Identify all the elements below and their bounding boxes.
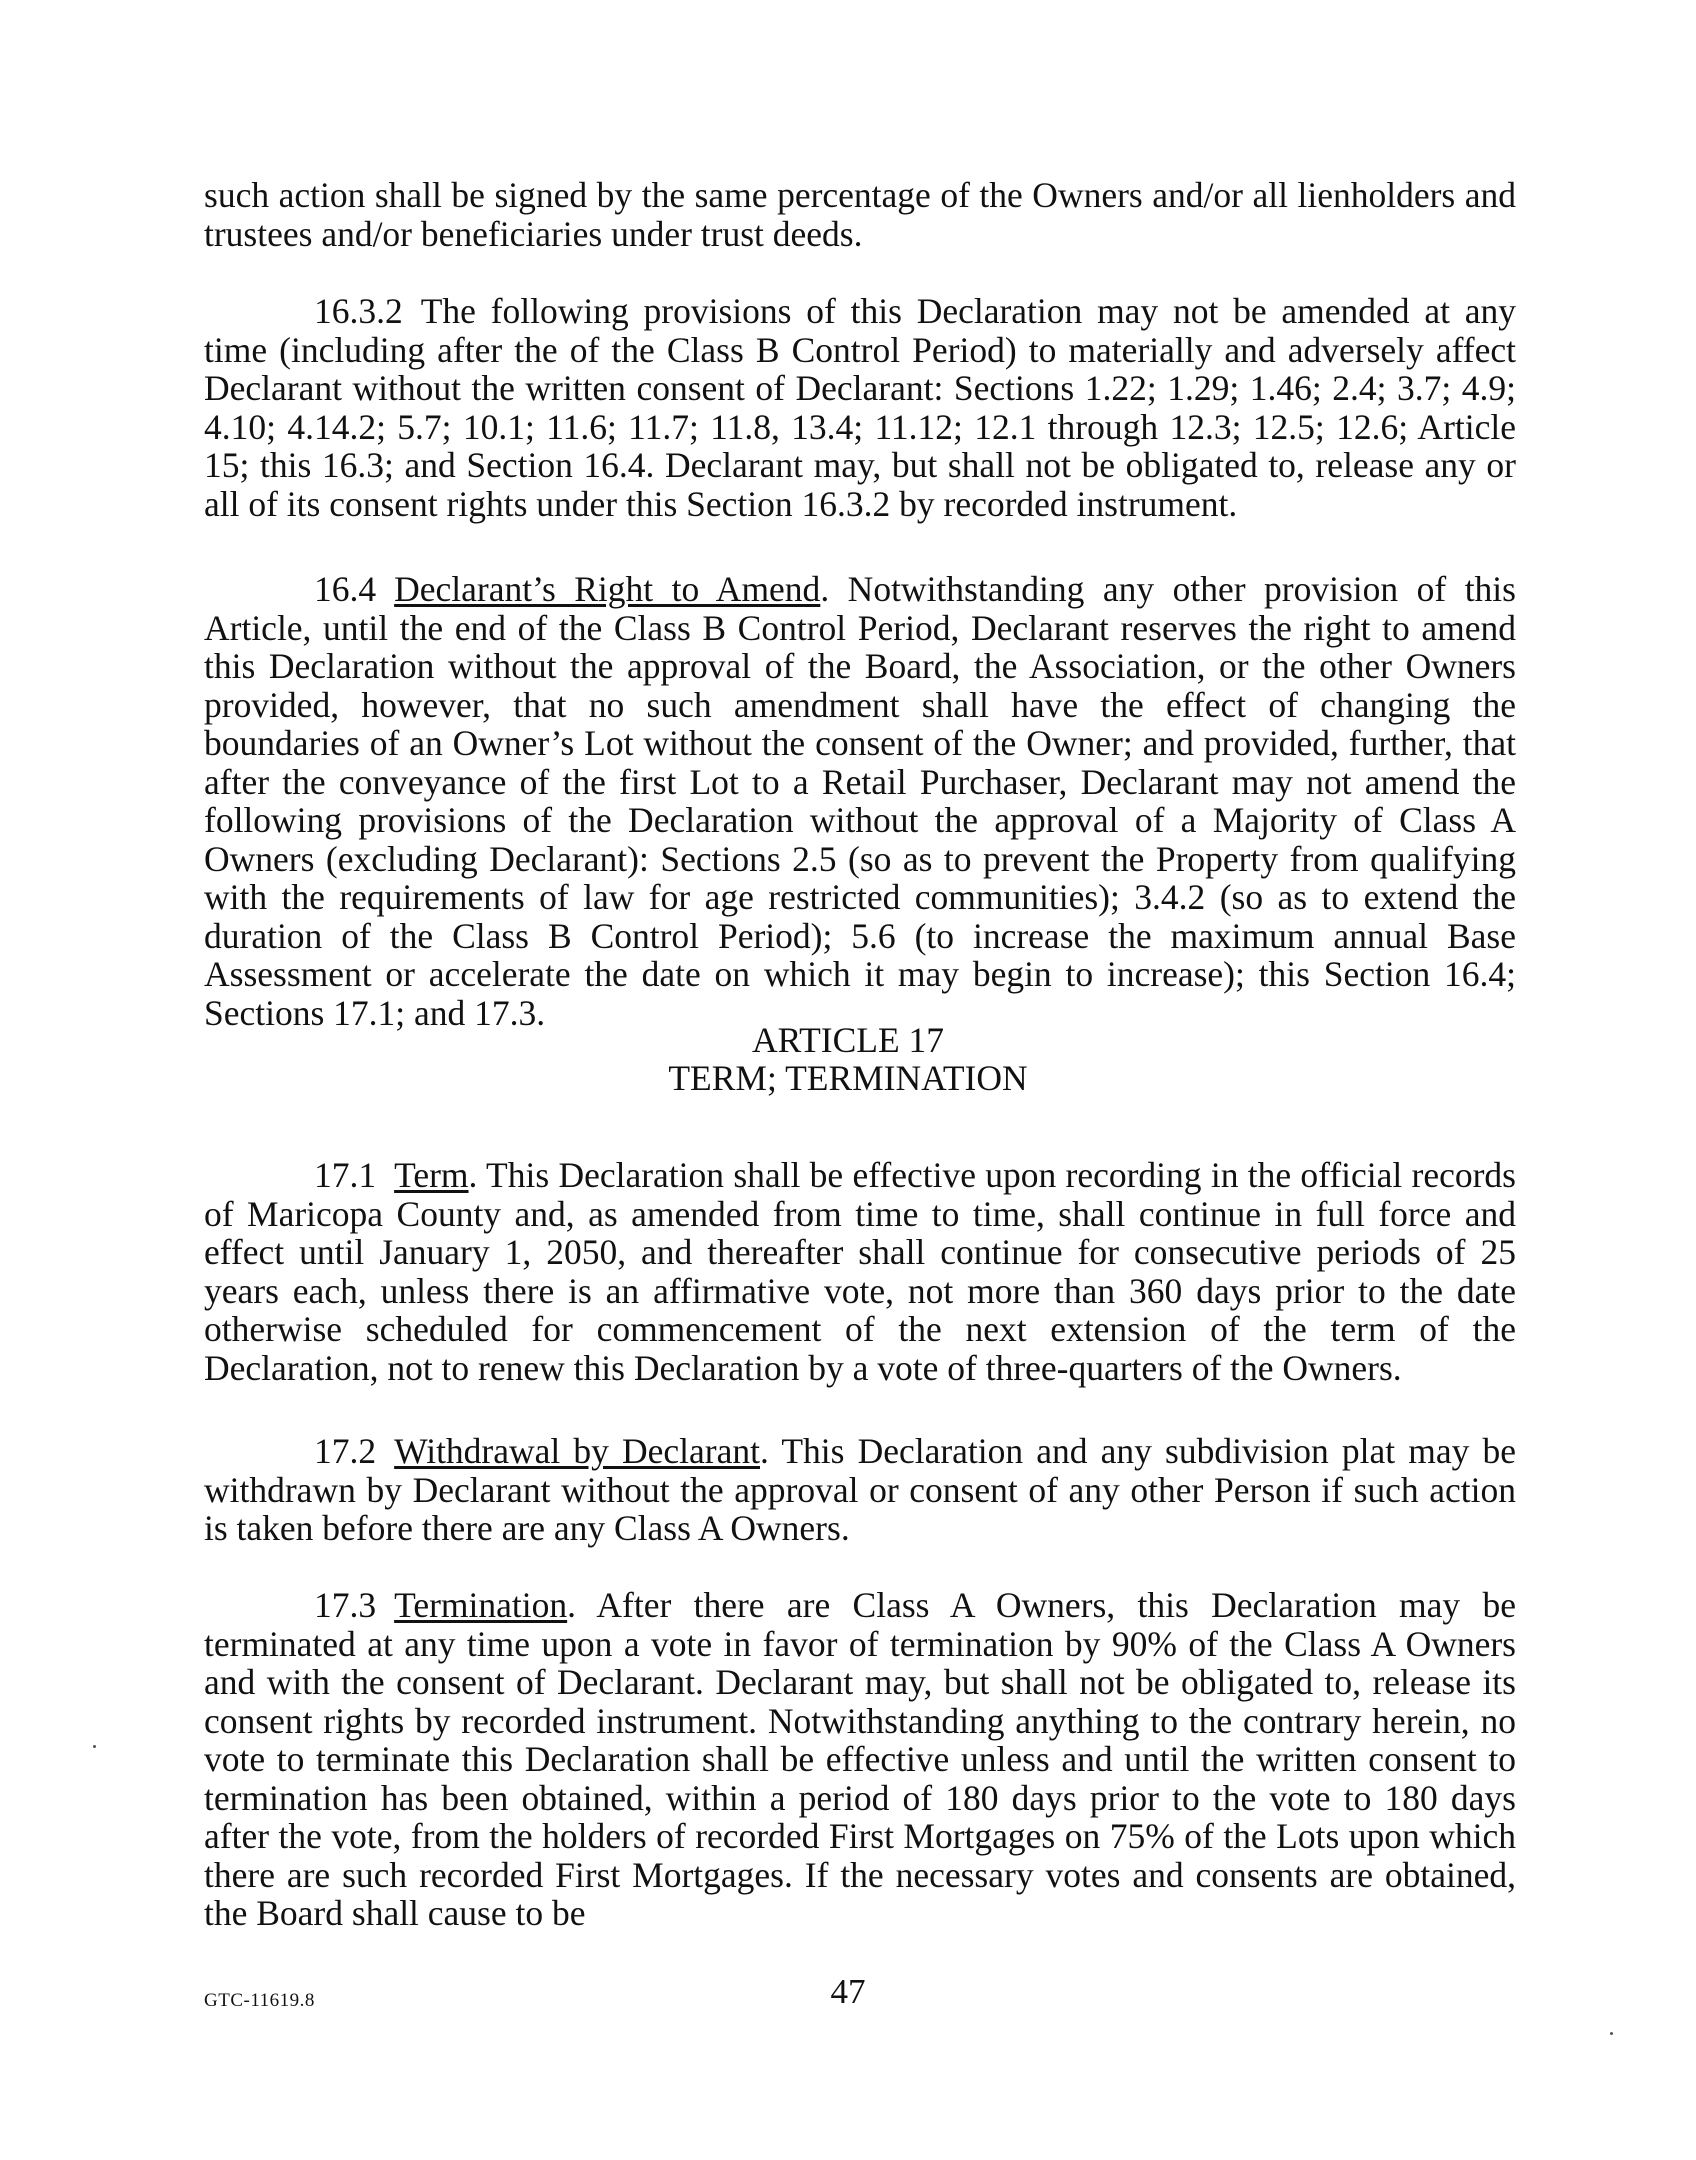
section-number: 16.4 [314, 569, 377, 609]
section-text: . Notwithstanding any other provision of this Article, until the end of the Class B Control Period, Declarant reserves the right to amend this Declaration without the approval of the Board, the Association, or the other Owners provided, however, that no such amendment shall have the effect of changing the boundaries of an Owner’s Lot without the consent of the Owner; and provided, further, that after the conveyance of the first Lot to a Retail Purchaser, Declarant may not amend the following provisions of the Declaration without the approval of a Majority of Class A Owners (excluding Declarant): Sections 2.5 (so as to prevent the Property from qualifying with the requirements of law for age restricted communities); 3.4.2 (so as to extend the duration of the Class B Control Period); 5.6 (to increase the maximum annual Base Assessment or accelerate the date on which it may begin to increase); this Section 16.4; Sections 17.1; and 17.3. [204, 569, 1516, 1033]
paragraph-text: such action shall be signed by the same percentage of the Owners and/or all lienholders and trustees and/or beneficiaries under trust deeds. [204, 175, 1516, 254]
section-text: . This Declaration and any subdivision plat may be withdrawn by Declarant without the approval or consent of any other Person if such action is taken before there are any Class A Owners. [204, 1431, 1516, 1548]
scan-speck [1610, 2032, 1613, 2035]
section-heading: Declarant’s Right to Amend [394, 569, 821, 609]
section-heading: Termination [394, 1585, 568, 1625]
section-number: 17.3 [314, 1585, 377, 1625]
section-16-4 [204, 570, 1516, 1032]
section-17-1 [204, 1156, 1516, 1387]
section-17-3 [204, 1586, 1516, 1933]
page-number: 47 [830, 1972, 866, 2011]
scan-speck [93, 1745, 96, 1748]
section-text: . This Declaration shall be effective upon recording in the official records of Maricopa County and, as amended from time to time, shall continue in full force and effect until January 1, 2050, and thereafter shall continue for consecutive periods of 25 years each, unless there is an affirmative vote, not more than 360 days prior to the date otherwise scheduled for commencement of the next extension of the term of the Declaration, not to renew this Declaration by a vote of three-quarters of the Owners. [204, 1155, 1516, 1388]
section-17-2 [204, 1432, 1516, 1548]
section-16-3-2 [204, 292, 1516, 523]
section-text: . After there are Class A Owners, this Declaration may be terminated at any time upon a vote in favor of termination by 90% of the Class A Owners and with the consent of Declarant. Declarant may, but shall not be obligated to, release its consent rights by recorded instrument. Notwithstanding anything to the contrary herein, no vote to terminate this Declaration shall be effective unless and until the written consent to termination has been obtained, within a period of 180 days prior to the vote to 180 days after the vote, from the holders of recorded First Mortgages on 75% of the Lots upon which there are such recorded First Mortgages. If the necessary votes and consents are obtained, the Board shall cause to be [204, 1585, 1516, 1933]
article-label: ARTICLE 17 [751, 1020, 945, 1060]
article-title: TERM; TERMINATION [668, 1058, 1028, 1098]
section-heading: Term [394, 1155, 469, 1195]
section-number: 17.1 [314, 1155, 377, 1195]
section-heading: Withdrawal by Declarant [394, 1431, 760, 1471]
section-number: 16.3.2 [314, 291, 403, 331]
document-code: GTC-11619.8 [204, 1990, 315, 2011]
paragraph-continued [204, 176, 1516, 253]
section-number: 17.2 [314, 1431, 377, 1471]
section-text: The following provisions of this Declaration may not be amended at any time (including after the of the Class B Control Period) to materially and adversely affect Declarant without the written consent of Declarant: Sections 1.22; 1.29; 1.46; 2.4; 3.7; 4.9; 4.10; 4.14.2; 5.7; 10.1; 11.6; 11.7; 11.8, 13.4; 11.12; 12.1 through 12.3; 12.5; 12.6; Article 15; this 16.3; and Section 16.4. Declarant may, but shall not be obligated to, release any or all of its consent rights under this Section 16.3.2 by recorded instrument. [204, 291, 1516, 524]
